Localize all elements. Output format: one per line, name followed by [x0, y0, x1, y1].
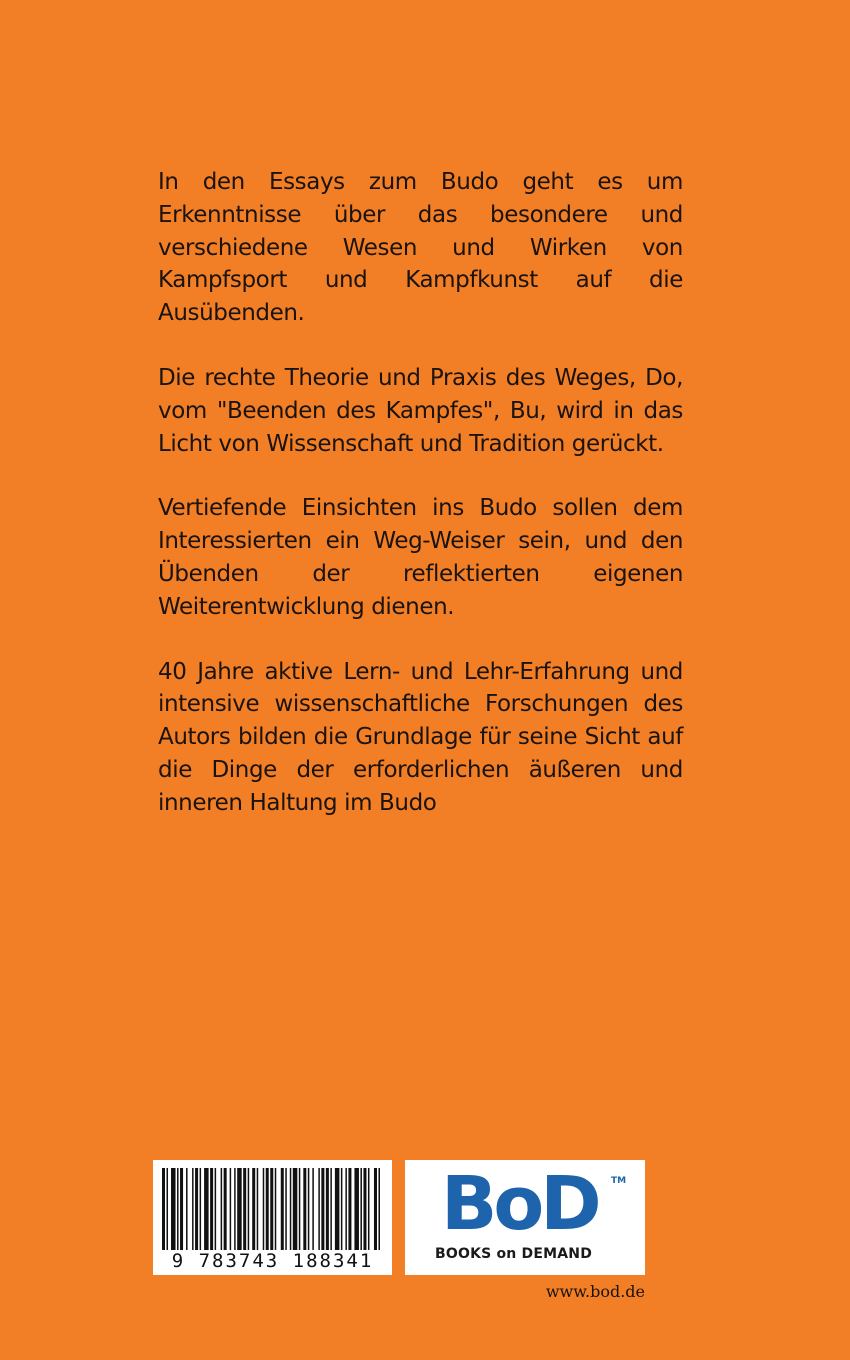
barcode-bars	[162, 1168, 383, 1250]
barcode-bar	[162, 1168, 165, 1250]
barcode-bar	[290, 1168, 292, 1250]
barcode-bar	[237, 1168, 242, 1250]
barcode-bar	[348, 1168, 351, 1250]
barcode-bar	[312, 1168, 314, 1250]
barcode-bar	[318, 1168, 320, 1250]
barcode-bar	[341, 1168, 343, 1250]
publisher-website: www.bod.de	[545, 1282, 645, 1301]
barcode-bar	[180, 1168, 183, 1250]
barcode-bar	[230, 1168, 232, 1250]
barcode-bar	[345, 1168, 347, 1250]
barcode-bar	[204, 1168, 209, 1250]
barcode-bar	[215, 1168, 217, 1250]
barcode-bar	[252, 1168, 255, 1250]
barcode-bar	[270, 1168, 273, 1250]
barcode-bar	[368, 1168, 370, 1250]
isbn-barcode	[153, 1160, 392, 1275]
barcode-bar	[321, 1168, 324, 1250]
isbn-number: 9 783743 188341	[171, 1250, 374, 1272]
barcode-bar	[360, 1168, 362, 1250]
barcode-bar	[248, 1168, 250, 1250]
blurb-paragraph-1: In den Essays zum Budo geht es um Erkenntnisse über das besondere und verschiedene Wesen und Wirken von Kampfsport und Kampfkunst auf die Ausübenden.	[158, 169, 683, 327]
blurb-paragraph-2: Die rechte Theorie und Praxis des Weges, Do, vom "Beenden des Kampfes", Bu, wird in das Licht von Wissenschaft und Tradition gerückt.	[158, 364, 683, 457]
barcode-bar	[335, 1168, 340, 1250]
bod-logo-mark: BoD	[441, 1161, 598, 1247]
barcode-bar	[281, 1168, 284, 1250]
barcode-bar	[303, 1168, 306, 1250]
barcode-bar	[293, 1168, 298, 1250]
barcode-bar	[224, 1168, 227, 1250]
barcode-bar	[378, 1168, 380, 1250]
blurb-paragraph-3: Vertiefende Einsichten ins Budo sollen dem Interessierten ein Weg-Weiser sein, und den Übenden der reflektierten eigenen Weiterentwicklung dienen.	[158, 495, 683, 620]
barcode-bar	[275, 1168, 277, 1250]
barcode-bar	[285, 1168, 287, 1250]
barcode-bar	[354, 1168, 359, 1250]
barcode-bar	[195, 1168, 198, 1250]
barcode-bar	[171, 1168, 176, 1250]
barcode-bar	[263, 1168, 265, 1250]
barcode-bar	[192, 1168, 194, 1250]
barcode-bar	[234, 1168, 236, 1250]
barcode-bar	[243, 1168, 246, 1250]
barcode-bar	[330, 1168, 332, 1250]
barcode-bar	[326, 1168, 329, 1250]
barcode-bar	[167, 1168, 169, 1250]
back-cover-blurb	[158, 166, 683, 852]
barcode-bar	[257, 1168, 259, 1250]
barcode-bar	[363, 1168, 366, 1250]
barcode-bar	[210, 1168, 213, 1250]
barcode-bar	[186, 1168, 188, 1250]
blurb-paragraph-4: 40 Jahre aktive Lern- und Lehr-Erfahrung und intensive wissenschaftliche Forschungen des Autors bilden die Grundlage für seine Sicht auf die Dinge der erforderlichen äußeren und inneren Haltung im Budo	[158, 658, 683, 816]
barcode-bar	[177, 1168, 179, 1250]
barcode-bar	[200, 1168, 202, 1250]
barcode-bar	[374, 1168, 377, 1250]
barcode-bar	[299, 1168, 301, 1250]
barcode-bar	[308, 1168, 310, 1250]
trademark-symbol: TM	[611, 1176, 627, 1186]
barcode-bar	[221, 1168, 223, 1250]
barcode-bar	[266, 1168, 269, 1250]
publisher-logo	[405, 1160, 645, 1275]
publisher-tagline: BOOKS on DEMAND	[435, 1246, 593, 1262]
